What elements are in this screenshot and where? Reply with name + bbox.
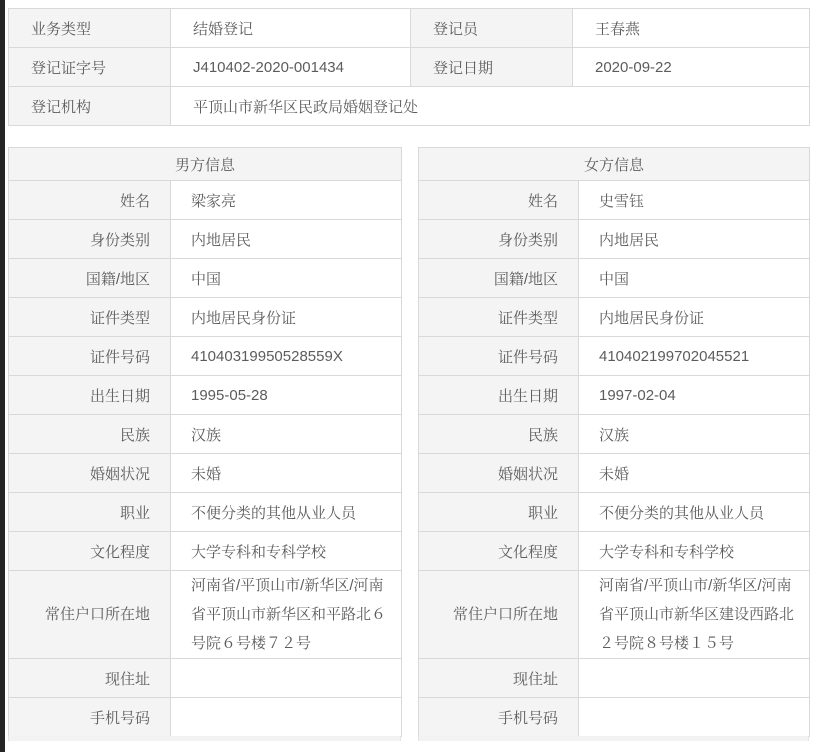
identity-type-value: 内地居民	[171, 220, 402, 259]
name-value: 史雪钰	[579, 181, 810, 220]
registration-summary-table	[8, 8, 810, 126]
occupation-label: 职业	[9, 493, 171, 532]
table-row	[9, 87, 810, 126]
window-edge-strip	[0, 0, 5, 752]
table-row	[419, 181, 810, 220]
household-address-value: 河南省/平顶山市/新华区/河南省平顶山市新华区和平路北６号院６号楼７２号	[171, 571, 402, 659]
table-row	[9, 48, 810, 87]
nationality-label: 国籍/地区	[419, 259, 579, 298]
mobile-number-label: 手机号码	[9, 698, 171, 737]
table-row	[9, 454, 402, 493]
cert-no-label: 登记证字号	[9, 48, 171, 87]
table-row	[9, 532, 402, 571]
household-address-value: 河南省/平顶山市/新华区/河南省平顶山市新华区建设西路北２号院８号楼１５号	[579, 571, 810, 659]
birth-date-value: 1997-02-04	[579, 376, 810, 415]
registrar-label: 登记员	[411, 9, 573, 48]
name-value: 梁家亮	[171, 181, 402, 220]
table-row	[9, 659, 402, 698]
mobile-number-label: 手机号码	[419, 698, 579, 737]
education-label: 文化程度	[9, 532, 171, 571]
nationality-value: 中国	[171, 259, 402, 298]
table-row	[419, 337, 810, 376]
table-row	[9, 181, 402, 220]
marital-status-value: 未婚	[579, 454, 810, 493]
table-row	[9, 259, 402, 298]
name-label: 姓名	[419, 181, 579, 220]
document-number-value: 41040319950528559X	[171, 337, 402, 376]
birth-date-label: 出生日期	[9, 376, 171, 415]
occupation-label: 职业	[419, 493, 579, 532]
table-row	[9, 571, 402, 659]
table-row	[9, 415, 402, 454]
ethnicity-value: 汉族	[579, 415, 810, 454]
document-number-label: 证件号码	[419, 337, 579, 376]
education-value: 大学专科和专科学校	[579, 532, 810, 571]
female-table-title: 女方信息	[419, 148, 810, 181]
document-number-label: 证件号码	[9, 337, 171, 376]
reg-date-label: 登记日期	[411, 48, 573, 87]
reg-date-value: 2020-09-22	[573, 48, 810, 87]
table-row	[419, 220, 810, 259]
mobile-number-value	[171, 698, 402, 737]
business-type-label: 业务类型	[9, 9, 171, 48]
education-value: 大学专科和专科学校	[171, 532, 402, 571]
ethnicity-label: 民族	[419, 415, 579, 454]
document-type-label: 证件类型	[419, 298, 579, 337]
table-row	[9, 698, 402, 737]
mobile-number-value	[579, 698, 810, 737]
current-address-value	[171, 659, 402, 698]
identity-type-label: 身份类别	[419, 220, 579, 259]
table-row	[419, 698, 810, 737]
table-row	[419, 376, 810, 415]
male-info-table	[8, 147, 402, 737]
table-row	[419, 415, 810, 454]
table-row	[9, 493, 402, 532]
agency-label: 登记机构	[9, 87, 171, 126]
business-type-value: 结婚登记	[171, 9, 411, 48]
household-address-label: 常住户口所在地	[9, 571, 171, 659]
table-row	[9, 298, 402, 337]
nationality-label: 国籍/地区	[9, 259, 171, 298]
education-label: 文化程度	[419, 532, 579, 571]
table-row	[9, 9, 810, 48]
document-type-value: 内地居民身份证	[171, 298, 402, 337]
name-label: 姓名	[9, 181, 171, 220]
occupation-value: 不便分类的其他从业人员	[579, 493, 810, 532]
table-row	[419, 493, 810, 532]
identity-type-label: 身份类别	[9, 220, 171, 259]
table-cutoff-sliver	[418, 736, 809, 741]
birth-date-label: 出生日期	[419, 376, 579, 415]
marital-status-label: 婚姻状况	[419, 454, 579, 493]
birth-date-value: 1995-05-28	[171, 376, 402, 415]
nationality-value: 中国	[579, 259, 810, 298]
document-type-label: 证件类型	[9, 298, 171, 337]
document-number-value: 410402199702045521	[579, 337, 810, 376]
current-address-value	[579, 659, 810, 698]
female-info-table	[418, 147, 810, 737]
table-row	[419, 148, 810, 181]
table-row	[419, 298, 810, 337]
marital-status-label: 婚姻状况	[9, 454, 171, 493]
male-table-title: 男方信息	[9, 148, 402, 181]
ethnicity-value: 汉族	[171, 415, 402, 454]
identity-type-value: 内地居民	[579, 220, 810, 259]
registrar-value: 王春燕	[573, 9, 810, 48]
table-row	[419, 659, 810, 698]
occupation-value: 不便分类的其他从业人员	[171, 493, 402, 532]
agency-value: 平顶山市新华区民政局婚姻登记处	[171, 87, 810, 126]
household-address-label: 常住户口所在地	[419, 571, 579, 659]
table-row	[9, 376, 402, 415]
cert-no-value: J410402-2020-001434	[171, 48, 411, 87]
document-type-value: 内地居民身份证	[579, 298, 810, 337]
table-row	[419, 532, 810, 571]
table-row	[419, 259, 810, 298]
table-row	[9, 220, 402, 259]
marital-status-value: 未婚	[171, 454, 402, 493]
current-address-label: 现住址	[9, 659, 171, 698]
table-row	[419, 454, 810, 493]
table-row	[9, 148, 402, 181]
current-address-label: 现住址	[419, 659, 579, 698]
table-cutoff-sliver	[8, 736, 401, 741]
table-row	[419, 571, 810, 659]
table-row	[9, 337, 402, 376]
ethnicity-label: 民族	[9, 415, 171, 454]
